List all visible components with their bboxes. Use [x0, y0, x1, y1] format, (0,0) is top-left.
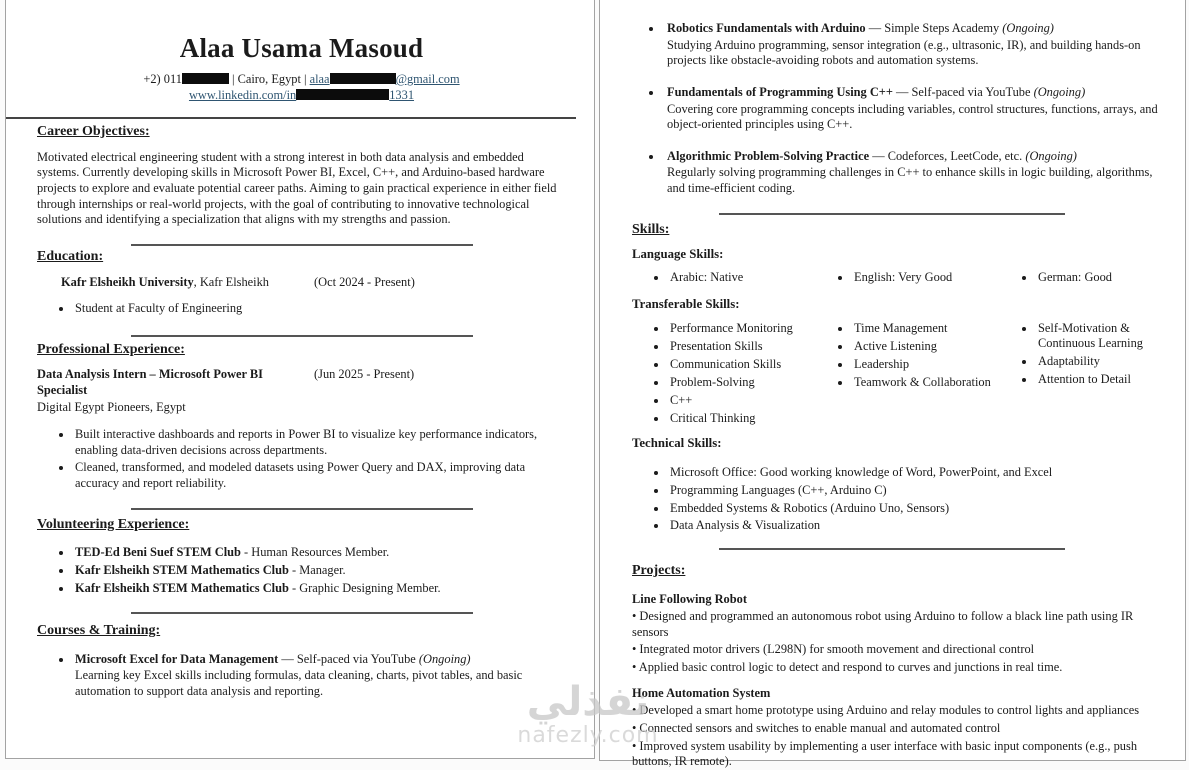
course-description: Studying Arduino programming, sensor integration (e.g., ultrasonic, IR), and building hands-on projects like obstacle-avoiding robots and automation systems.	[667, 37, 1141, 68]
course-status: (Ongoing)	[1025, 148, 1077, 163]
course-description: Regularly solving programming challenges in C++ to enhance skills in logic building, algorithms, and time-efficient coding.	[667, 165, 1153, 195]
skill-item: • Programming Languages (C++, Arduino C)	[668, 483, 1151, 499]
course-description: Learning key Excel skills including formulas, data cleaning, charts, pivot tables, and basic automation to support data analysis and reporting.	[75, 668, 523, 699]
course-title: Robotics Fundamentals with Arduino	[667, 21, 866, 35]
project-entry	[632, 686, 1151, 770]
section-divider	[719, 213, 1065, 215]
course-provider: — Self-paced via YouTube	[892, 84, 1034, 99]
phone-prefix: +2) 011	[143, 72, 182, 87]
education-bullets	[37, 301, 566, 317]
project-bullet: • Developed a smart home prototype using Arduino and relay modules to control lights and appliances	[632, 703, 1140, 718]
employer-name: Digital Egypt Pioneers, Egypt	[37, 399, 186, 414]
skill-item: • Communication Skills	[668, 357, 808, 373]
volunteer-org: Kafr Elsheikh STEM Mathematics Club	[75, 562, 289, 577]
phone-redaction-box	[182, 73, 229, 84]
experience-entry	[37, 367, 566, 415]
technical-skills-list	[632, 465, 1151, 534]
project-bullet: • Connected sensors and switches to enable manual and automated control	[632, 720, 1001, 735]
contact-line-1	[37, 71, 566, 87]
volunteering-item	[73, 563, 566, 579]
career-objectives-text: Motivated electrical engineering student with a strong interest in both data analysis and embedded systems. Currently developing skills in Microsoft Power BI, Excel, C++, and Arduino-based hardware projects to explore and evaluate potential career paths. Aiming to gain practical experience in either field through internships or real-world projects, with the goal of contributing to innovative technological solutions and identifying a specialization that aligns with my strengths and passion.	[37, 149, 557, 227]
transferable-skills-heading: Transferable Skills:	[632, 297, 740, 312]
education-date: (Oct 2024 - Present)	[314, 275, 415, 290]
language-item: • English: Very Good	[852, 270, 992, 286]
email-link[interactable]	[310, 72, 460, 86]
transferable-col-3	[1000, 321, 1151, 430]
location-text: | Cairo, Egypt |	[228, 72, 310, 87]
section-heading-experience: Professional Experience:	[37, 341, 185, 357]
project-entry	[632, 592, 1151, 676]
skill-item: • Data Analysis & Visualization	[668, 518, 1151, 534]
transferable-col-1	[632, 321, 816, 430]
course-status: (Ongoing)	[418, 651, 471, 666]
course-title: Fundamentals of Programming Using C++	[667, 84, 893, 99]
course-item	[663, 21, 1151, 69]
skill-item: • Performance Monitoring	[668, 321, 808, 337]
section-heading-projects: Projects:	[632, 562, 686, 578]
course-provider: — Codeforces, LeetCode, etc.	[869, 148, 1026, 163]
skill-item: • C++	[668, 393, 808, 409]
technical-skills-heading: Technical Skills:	[632, 436, 722, 451]
course-item	[73, 652, 566, 700]
school-name: Kafr Elsheikh University	[61, 275, 194, 290]
header-divider	[6, 117, 576, 119]
section-divider	[131, 244, 473, 246]
email-redaction-box	[330, 73, 396, 84]
project-bullet: • Integrated motor drivers (L298N) for smooth movement and directional control	[632, 642, 1035, 657]
language-col	[1000, 270, 1151, 288]
course-item	[663, 149, 1151, 197]
volunteering-list	[37, 545, 566, 596]
education-entry	[37, 275, 566, 291]
linkedin-suffix: 1331	[389, 88, 415, 103]
project-title: Line Following Robot	[632, 591, 747, 606]
section-heading-skills: Skills:	[632, 221, 670, 237]
language-item: • German: Good	[1036, 270, 1143, 286]
volunteer-role: - Human Resources Member.	[240, 545, 390, 560]
section-divider	[719, 548, 1065, 550]
skill-item: • Adaptability	[1036, 354, 1143, 370]
watermark-site-text: nafezly.com	[517, 723, 659, 748]
skill-item: • Embedded Systems & Robotics (Arduino Uno, Sensors)	[668, 501, 1151, 517]
contact-block	[37, 71, 566, 103]
transferable-skills-grid	[632, 321, 1151, 430]
experience-date: (Jun 2025 - Present)	[314, 367, 415, 382]
linkedin-redaction-box	[296, 89, 389, 100]
skill-item: • Time Management	[852, 321, 992, 337]
experience-bullet: • Built interactive dashboards and reports in Power BI to visualize key performance indicators, enabling data-driven decisions across departments.	[73, 427, 566, 458]
volunteer-role: - Manager.	[288, 562, 346, 577]
volunteer-role: - Graphic Designing Member.	[288, 580, 441, 595]
skill-item: • Attention to Detail	[1036, 372, 1143, 388]
email-domain: @gmail.com	[395, 72, 460, 87]
course-status: (Ongoing)	[1033, 84, 1086, 99]
skill-item: • Teamwork & Collaboration	[852, 375, 992, 391]
volunteer-org: Kafr Elsheikh STEM Mathematics Club	[75, 580, 289, 595]
course-status: (Ongoing)	[1002, 21, 1054, 35]
course-item	[663, 84, 1158, 133]
project-bullet: • Applied basic control logic to detect and respond to curves and junctions in real time.	[632, 660, 1063, 675]
skill-item: • Leadership	[852, 357, 992, 373]
project-bullet: • Designed and programmed an autonomous robot using Arduino to follow a black line path using IR sensors	[632, 609, 1134, 639]
section-heading-volunteering: Volunteering Experience:	[37, 516, 190, 532]
section-heading-career-objectives: Career Objectives:	[37, 124, 150, 140]
language-skills-heading: Language Skills:	[632, 247, 724, 262]
section-divider	[131, 612, 473, 614]
candidate-name: Alaa Usama Masoud	[179, 33, 424, 63]
education-bullet: • Student at Faculty of Engineering	[73, 301, 566, 317]
language-skills-row	[632, 270, 1151, 288]
skill-item: • Critical Thinking	[668, 411, 808, 427]
experience-bullets	[37, 427, 566, 492]
linkedin-link[interactable]	[189, 88, 414, 102]
linkedin-prefix: www.linkedin.com/in	[188, 88, 297, 103]
skill-item: • Self-Motivation & Continuous Learning	[1036, 321, 1143, 352]
volunteering-item	[73, 545, 566, 561]
school-location: , Kafr Elsheikh	[193, 275, 269, 290]
transferable-col-2	[816, 321, 1000, 430]
course-title: Microsoft Excel for Data Management	[75, 651, 279, 666]
watermark-logo-text: نفذلي	[526, 679, 650, 725]
section-divider	[131, 508, 473, 510]
resume-page-2	[599, 0, 1186, 769]
course-title: Algorithmic Problem-Solving Practice	[667, 148, 870, 163]
contact-line-2	[37, 87, 566, 103]
job-title: Data Analysis Intern – Microsoft Power BI Specialist	[37, 367, 264, 397]
skill-item: • Problem-Solving	[668, 375, 808, 391]
courses-list-page2	[632, 0, 1158, 197]
skill-item: • Microsoft Office: Good working knowledge of Word, PowerPoint, and Excel	[668, 465, 1151, 481]
section-divider	[131, 335, 473, 337]
section-heading-courses: Courses & Training:	[37, 623, 161, 639]
volunteer-org: TED-Ed Beni Suef STEM Club	[75, 545, 241, 560]
courses-list-page1	[37, 652, 566, 700]
course-provider: — Self-paced via YouTube	[278, 651, 419, 666]
section-heading-education: Education:	[37, 248, 104, 264]
experience-bullet: • Cleaned, transformed, and modeled datasets using Power Query and DAX, improving data accuracy and report reliability.	[73, 460, 566, 491]
resume-page-1	[5, 0, 595, 759]
skill-item: • Active Listening	[852, 339, 992, 355]
volunteering-item	[73, 581, 566, 597]
language-col	[632, 270, 816, 288]
project-bullet: • Improved system usability by implementing a user interface with basic input components (e.g., push buttons, IR remote).	[632, 738, 1138, 769]
language-item: • Arabic: Native	[668, 270, 808, 286]
language-col	[816, 270, 1000, 288]
email-user: alaa	[309, 72, 330, 87]
course-description: Covering core programming concepts including variables, control structures, functions, arrays, and object-oriented principles using C++.	[667, 101, 1158, 132]
project-title: Home Automation System	[632, 685, 771, 700]
skill-item: • Presentation Skills	[668, 339, 808, 355]
course-provider: — Simple Steps Academy	[865, 21, 1003, 35]
